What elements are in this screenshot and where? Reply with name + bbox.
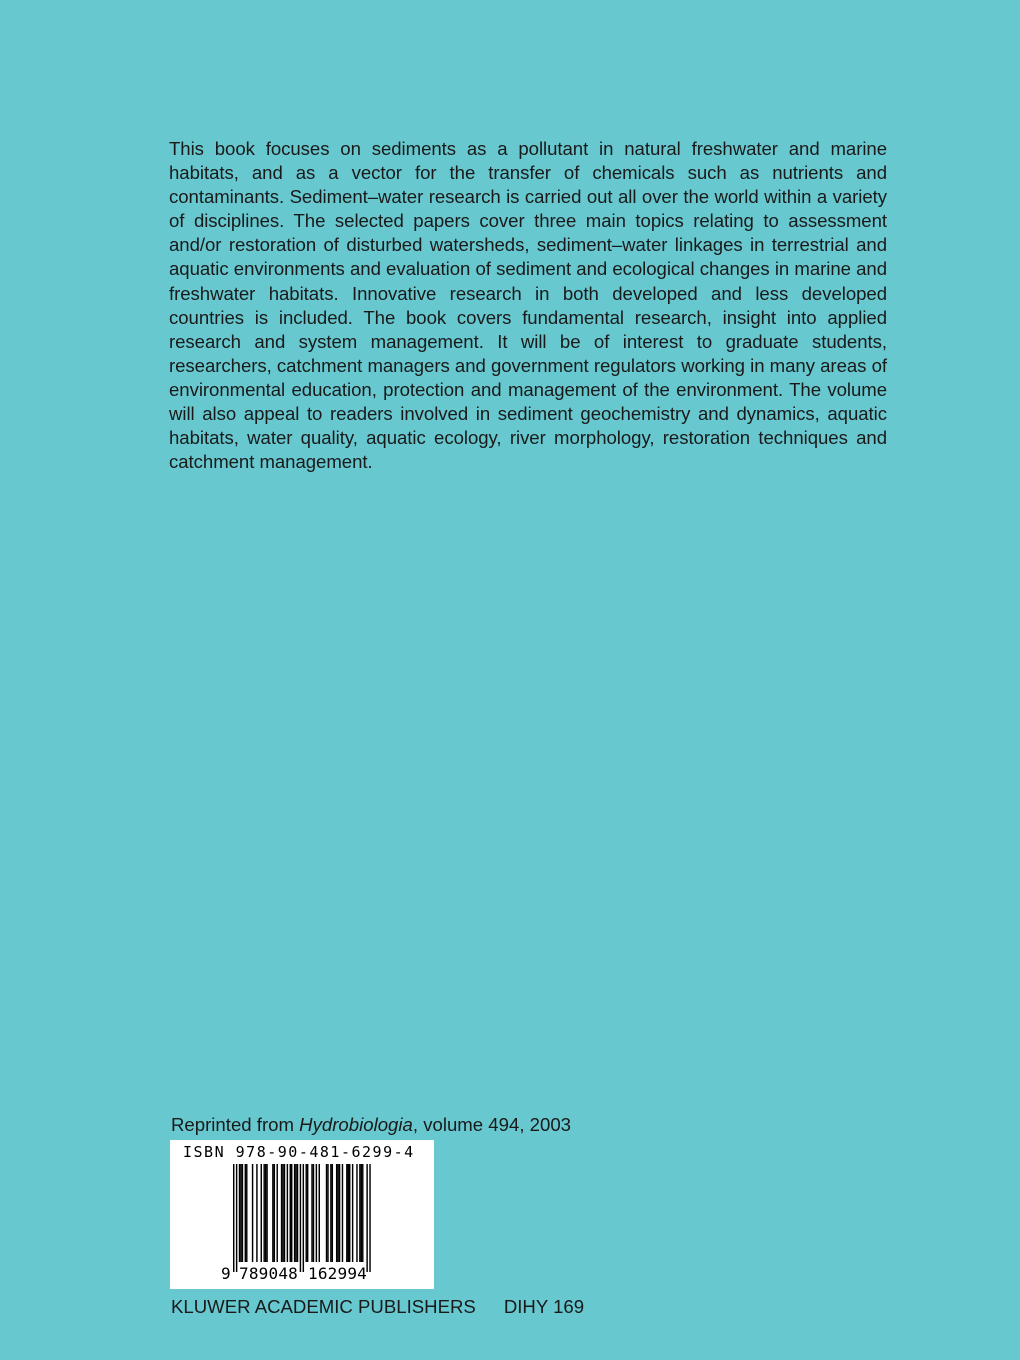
- barcode-bar: [369, 1164, 370, 1272]
- isbn-label: ISBN 978-90-481-6299-4: [183, 1143, 415, 1161]
- barcode-bar: [233, 1164, 234, 1272]
- barcode-bar: [337, 1164, 338, 1262]
- barcode-bar: [295, 1164, 296, 1262]
- barcode-bar: [303, 1164, 304, 1272]
- ean-left-group: 789048: [239, 1264, 298, 1283]
- barcode-bar: [290, 1164, 291, 1262]
- publisher-name: KLUWER ACADEMIC PUBLISHERS: [171, 1296, 476, 1317]
- barcode-bar: [263, 1164, 264, 1262]
- barcode-bar: [297, 1164, 298, 1262]
- reprint-note: [171, 1114, 571, 1136]
- barcode-bar: [348, 1164, 349, 1262]
- barcode-bar: [245, 1164, 246, 1262]
- barcode-bar: [265, 1164, 266, 1262]
- barcode-bar: [236, 1164, 237, 1272]
- barcode-bar: [330, 1164, 331, 1262]
- barcode-bar: [306, 1164, 307, 1262]
- barcode-bar: [242, 1164, 243, 1262]
- barcode-bar: [319, 1164, 320, 1262]
- barcode-bar: [349, 1164, 350, 1262]
- barcode-bar: [356, 1164, 357, 1262]
- ean-right-group: 162994: [308, 1264, 367, 1283]
- barcode-bar: [291, 1164, 292, 1262]
- barcode-bar: [339, 1164, 340, 1262]
- barcode-bar: [274, 1164, 275, 1262]
- ean-first-digit: 9: [221, 1264, 231, 1283]
- barcode-bar: [240, 1164, 241, 1262]
- barcode-bar: [294, 1164, 295, 1262]
- book-description: This book focuses on sediments as a pollutant in natural freshwater and marine habitats, and as a vector for the transfer of chemicals such as nutrients and contaminants. Sediment–water research is carried out all over the world within a variety of disciplines. The selected papers cover three main topics relating to assessment and/or restoration of disturbed watersheds, sediment–water linkages in terrestrial and aquatic environments and evaluation of sediment and ecological changes in marine and freshwater habitats. Innovative research in both developed and less developed countries is included. The book covers fundamental research, insight into applied research and system management. It will be of interest to graduate students, researchers, catchment managers and government regulators working in many areas of environmental education, protection and management of the environment. The volume will also appeal to readers involved in sediment geochemistry and dynamics, aquatic habitats, water quality, aquatic ecology, river morphology, restoration techniques and catchment management.: [169, 138, 887, 473]
- barcode-bar: [284, 1164, 285, 1262]
- barcode-bar: [313, 1164, 314, 1262]
- reprint-prefix: Reprinted from: [171, 1114, 300, 1135]
- barcode-bar: [272, 1164, 273, 1262]
- barcode-bar: [239, 1164, 240, 1262]
- barcode-bar: [326, 1164, 327, 1262]
- barcode-bar: [366, 1164, 367, 1272]
- reprint-suffix: , volume 494, 2003: [412, 1114, 572, 1135]
- barcode-bar: [316, 1164, 317, 1262]
- barcode-icon: [233, 1164, 373, 1274]
- barcode-bar: [287, 1164, 288, 1262]
- barcode-bar: [346, 1164, 347, 1262]
- barcode-bar: [361, 1164, 362, 1262]
- barcode-bar: [266, 1164, 267, 1262]
- barcode-bar: [261, 1164, 262, 1262]
- journal-name: Hydrobiologia: [299, 1114, 413, 1135]
- barcode-bar: [352, 1164, 353, 1262]
- series-code: DIHY 169: [503, 1296, 585, 1317]
- barcode-bar: [282, 1164, 283, 1262]
- barcode-bar: [277, 1164, 278, 1262]
- barcode-bar: [336, 1164, 337, 1262]
- barcode-bar: [362, 1164, 363, 1262]
- barcode-bar: [300, 1164, 301, 1272]
- barcode-bar: [281, 1164, 282, 1262]
- barcode-bar: [332, 1164, 333, 1262]
- publisher-line: [171, 1296, 584, 1318]
- barcode-bar: [246, 1164, 247, 1262]
- barcode-bar: [252, 1164, 253, 1262]
- barcode-panel: [170, 1140, 434, 1289]
- barcode-bar: [307, 1164, 308, 1262]
- barcode-bar: [256, 1164, 257, 1262]
- barcode-bar: [342, 1164, 343, 1262]
- barcode-bar: [359, 1164, 360, 1262]
- barcode-bar: [327, 1164, 328, 1262]
- barcode-bar: [311, 1164, 312, 1262]
